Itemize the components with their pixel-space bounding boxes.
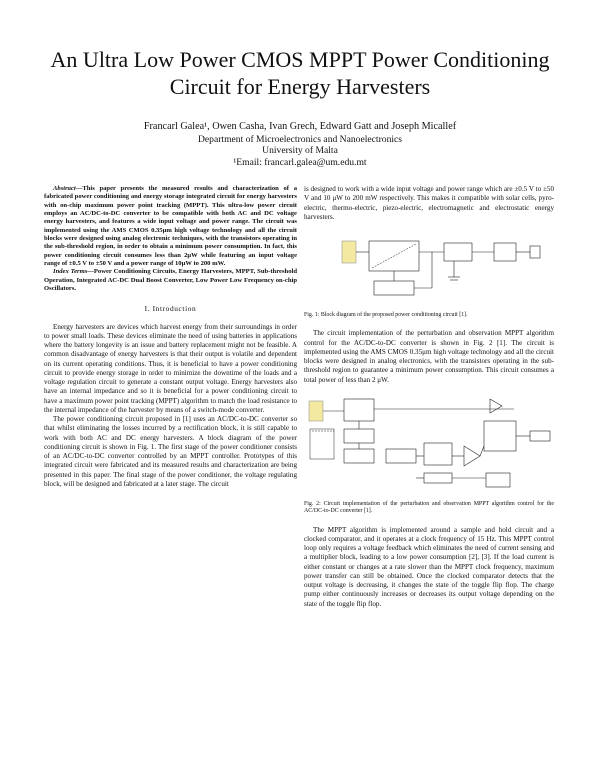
fig2-comparator <box>464 446 480 466</box>
abstract-text: —This paper presents the measured results and characterization of a fabricated power conditioning and energy storage integrated circuit for energy harvesters with on-chip maximum power point tracking (MPPT). This ultra-low power circuit employs an AC/DC-to-DC converter to be compatible with both AC and DC voltage energy harvesters, and features a wide input voltage and power range. The circuit was implemented using the AMS CMOS 0.35μm high voltage technology and all the circuit blocks were designed using analog electronic techniques, with the transistors operating in the sub-threshold region, in order to obtain a minimum power consumption. In fact, this power conditioning circuit consumes less than 2μW while featuring an input voltage range of ±0.5 V to ±50 V and a power range of 10μW to 200 mW. <box>44 185 297 268</box>
abstract-label: Abstract <box>53 185 76 192</box>
author-university: University of Malta <box>262 145 338 157</box>
index-terms <box>44 268 297 293</box>
fig2-freq-divider <box>486 473 510 487</box>
figure-2-circuit <box>304 391 554 501</box>
mppt-block <box>374 281 414 295</box>
fig2-control-block <box>310 429 334 459</box>
fig2-buffer <box>490 399 502 413</box>
figure-1-caption: Fig. 1: Block diagram of the proposed power conditioning circuit [1]. <box>304 312 468 318</box>
right-paragraph-2: The circuit implementation of the perturbation and observation MPPT algorithm control for the AC/DC-to-DC converter is shown in Fig. 2 [1]. The circuit is implemented using the AMS CMOS 0.35μm high voltage technology and all the circuit blocks were designed in analog electronics, with the transistors operating in the sub-threshold region to guarantee a minimum power consumption. This circuit consumes a total power of less than 2 μW. <box>304 329 554 384</box>
index-terms-label: Index Terms <box>53 268 88 276</box>
load-block <box>530 246 540 258</box>
author-block <box>60 121 540 168</box>
section-heading-introduction: I. Introduction <box>144 304 197 314</box>
left-column <box>44 185 297 489</box>
fig2-sample-hold <box>484 421 516 451</box>
fig2-converter <box>344 399 374 421</box>
fig2-charge-pump <box>424 443 452 465</box>
index-terms-text: —Power Conditioning Circuits, Energy Harvesters, MPPT, Sub-threshold Operation, Integrated AC-DC Dual Boost Converter, Low Power Low Frequency on-chip Oscillators. <box>44 268 297 293</box>
harvester-block <box>342 241 356 263</box>
abstract <box>44 185 297 268</box>
fig2-output-block <box>530 431 550 441</box>
figure-2-caption: Fig. 2: Circuit implementation of the perturbation and observation MPPT algorithm control for the AC/DC-to-DC converter [1]. <box>304 500 554 515</box>
fig2-gate-driver <box>344 429 374 443</box>
author-email: ¹Email: francarl.galea@um.edu.mt <box>233 156 367 168</box>
storage-block <box>444 243 472 261</box>
author-department: Department of Microelectronics and Nanoelectronics <box>197 133 403 145</box>
fig2-flip-flop <box>386 449 416 463</box>
right-column <box>304 185 554 609</box>
figure-1-block-diagram <box>304 231 554 311</box>
author-names: Francarl Galea¹, Owen Casha, Ivan Grech, Edward Gatt and Joseph Micallef <box>143 121 457 132</box>
fig2-harvester <box>309 401 323 421</box>
fig2-oscillator <box>344 449 374 463</box>
figure-2-diagram <box>304 391 554 501</box>
regulator-block <box>494 243 516 261</box>
intro-paragraph-2: The power conditioning circuit proposed in [1] uses an AC/DC-to-DC converter so that whilst eliminating the losses incurred by a rectification block, it is still capable to work with both AC and DC energy harvesters. A block diagram of the power conditioning circuit is shown in Fig. 1. The first stage of the power conditioner consists of an AC/DC-to-DC converter controlled by an MPPT controller. Prototypes of this integrated circuit were fabricated and its measured results and characterization are being presented in this paper. The final stage of the power conditioner, the voltage regulating block, will be designed and fabricated at a later stage. The circuit <box>44 415 297 488</box>
figure-1-diagram <box>304 231 554 311</box>
right-paragraph-1: is designed to work with a wide input voltage and power range which are ±0.5 V to ±50 V and 10 μW to 200 mW respectively. This makes it compatible with solar cells, pyro-electric, thermo-electric, piezo-electric, electromagnetic and electrostatic energy harvesters. <box>304 185 554 221</box>
right-paragraph-3: The MPPT algorithm is implemented around a sample and hold circuit and a clocked comparator, and it operates at a clock frequency of 15 Hz. This MPPT control loop only requires a voltage feedback which eliminates the need of current sensing and a multiplier block, leading to a low power consumption [2], [3]. If the load current is either constant or changes at a rate slower than the MPPT clock frequency, maximum power transfer can still be obtained. Once the clocked comparator detects that the output voltage is decreasing, it changes the state of the toggle flip flop. The charge pump either continuously increases or decreases its output voltage depending on the state of the toggle flip flop. <box>304 525 554 608</box>
paper-title: An Ultra Low Power CMOS MPPT Power Conditioning Circuit for Energy Harvesters <box>50 47 550 99</box>
intro-paragraph-1: Energy harvesters are devices which harvest energy from their surroundings in order to power small loads. These devices eliminate the need of using batteries in applications where the battery longevity is an issue and battery replacement might not be feasible. A common disadvantage of energy harvesters is that their output is volatile and dependent on its current operating conditions. Thus, it is beneficial to have a power conditioning circuit to provide energy storage in order to minimize the downtime of the loads and a voltage regulation circuit to generate a constant output voltage. Energy harvesters also have an internal impedance and so it is beneficial for a power conditioning circuit to have a maximum power point tracking (MPPT) algorithm to match the load resistance to the internal impedance of the harvester by means of a switch-mode converter. <box>44 322 297 414</box>
fig2-clock-divider <box>424 473 452 483</box>
